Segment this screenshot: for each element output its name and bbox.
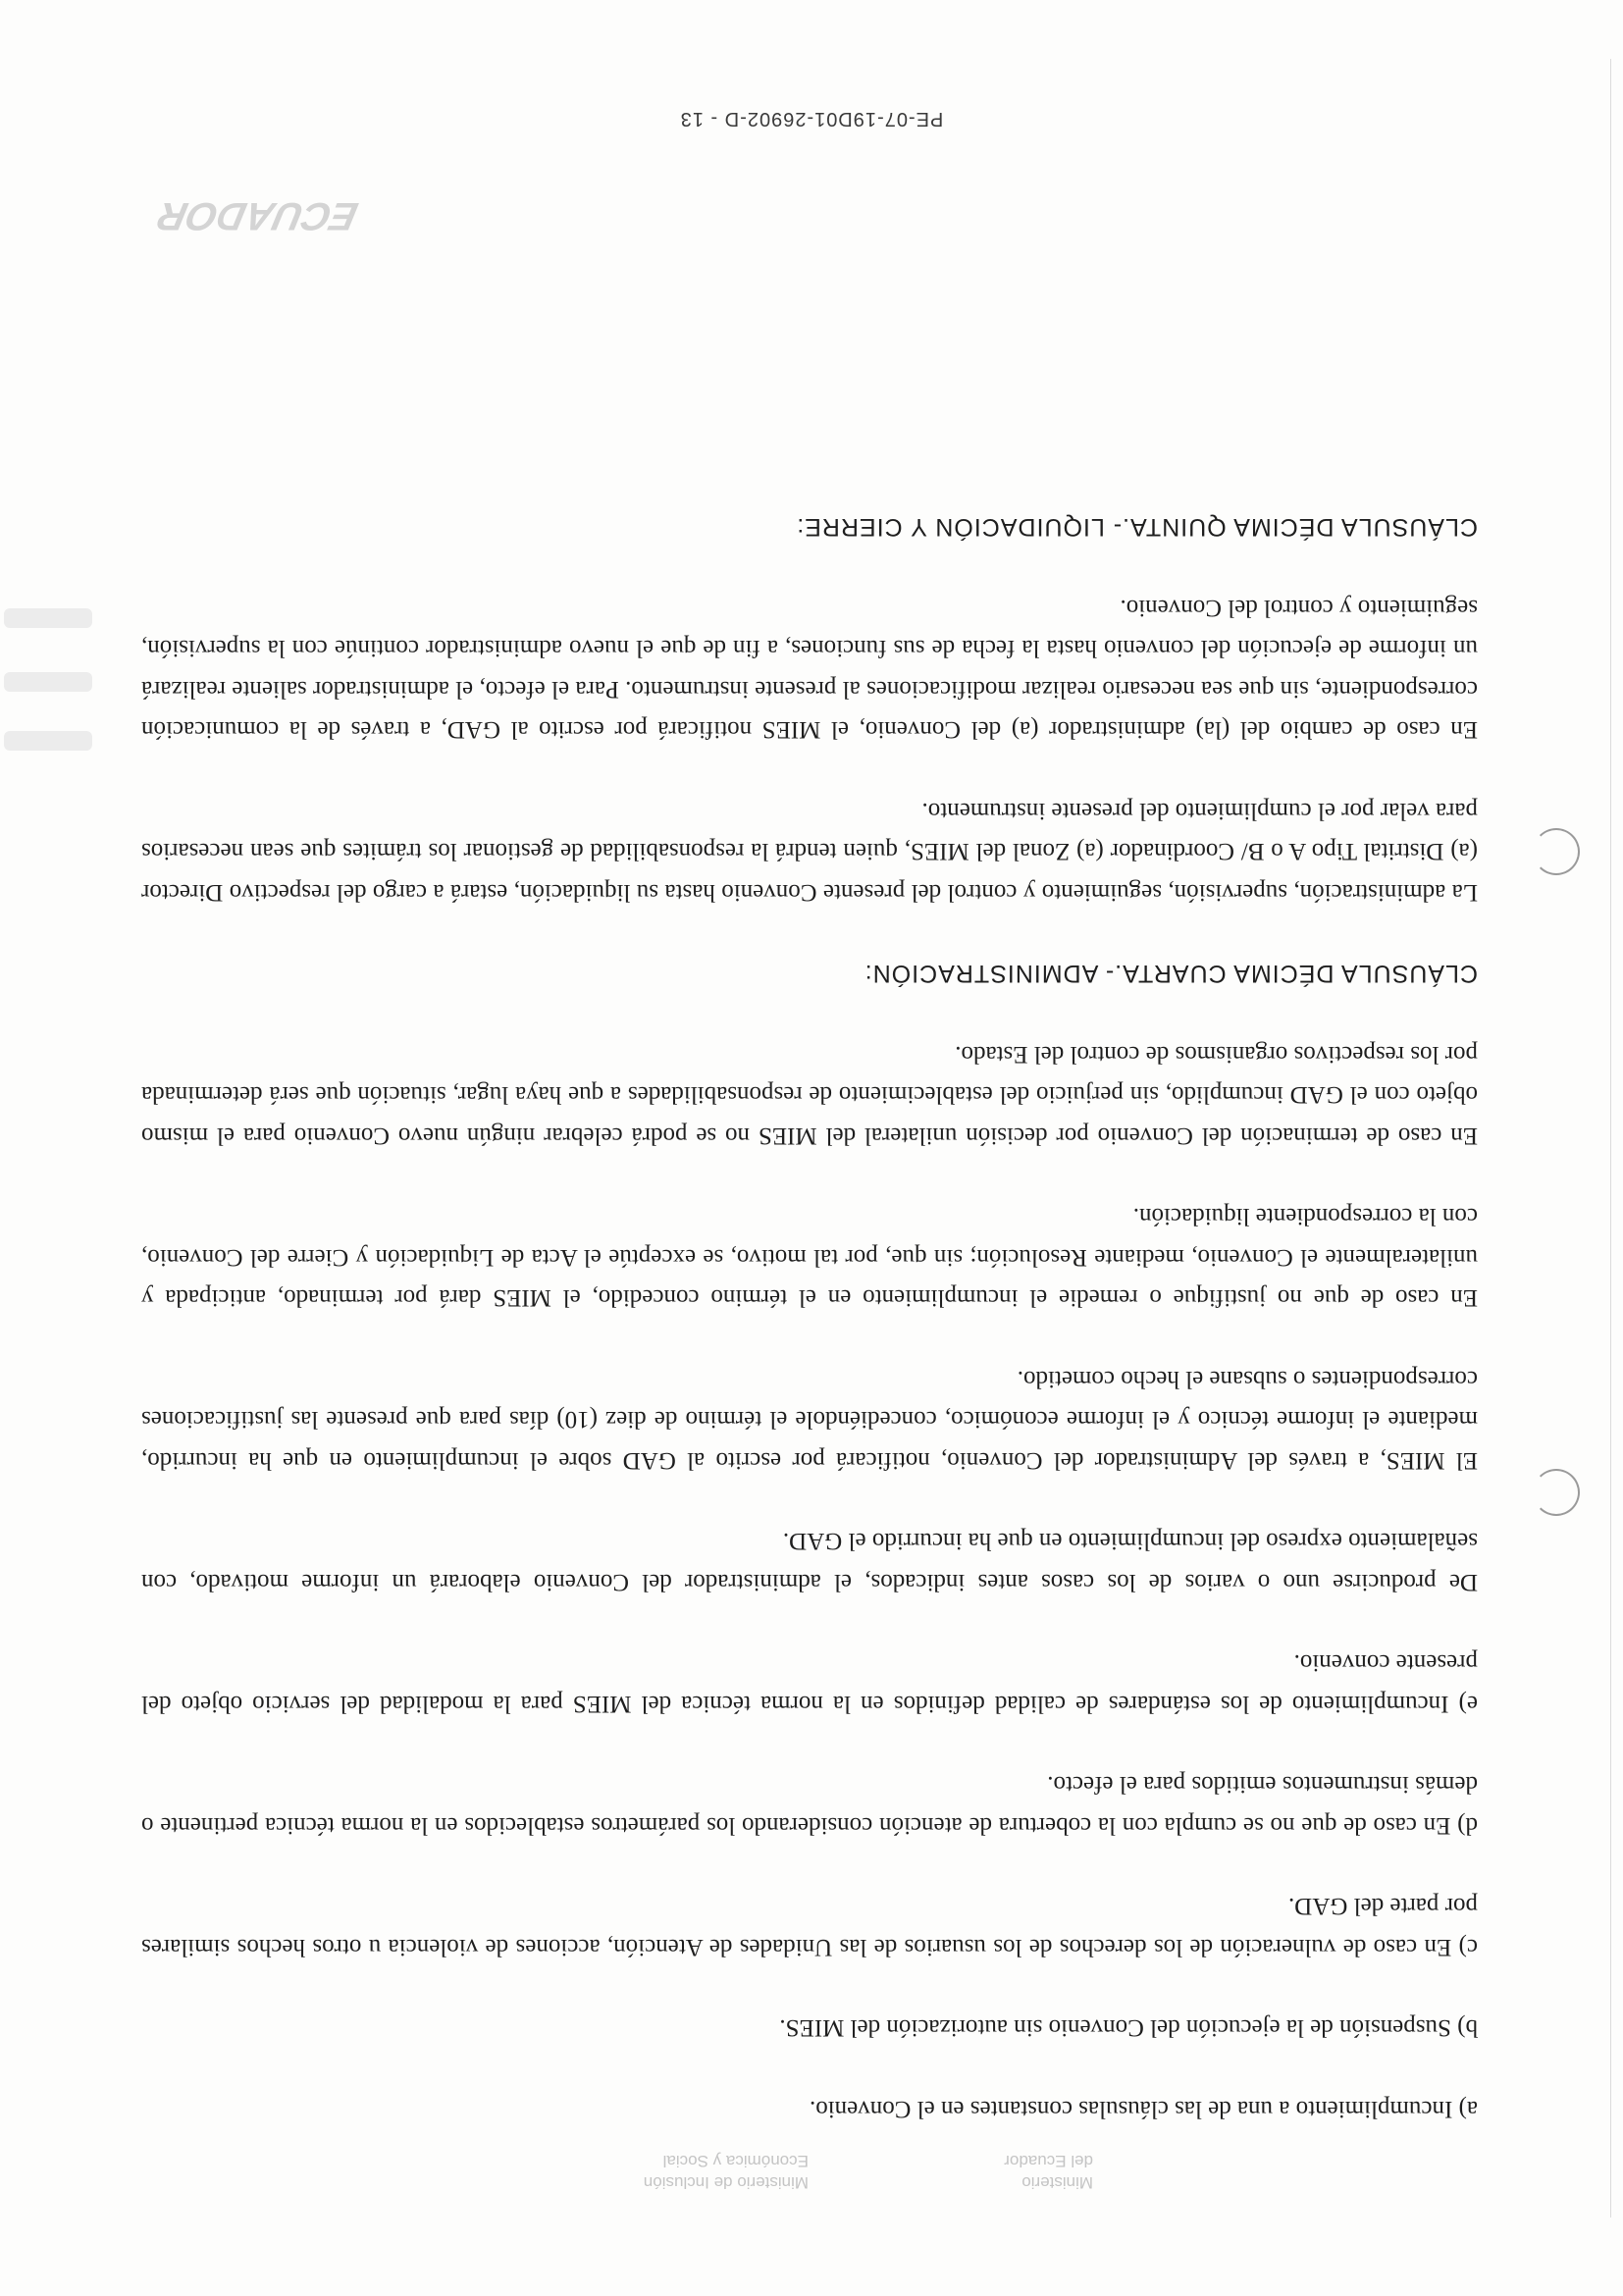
heading-clause-14: CLÁUSULA DÉCIMA CUARTA.- ADMINISTRACIÓN: bbox=[864, 960, 1478, 988]
paragraph-administrator-change: En caso de cambio del (la) administrador (a) del Convenio, el MIES notificará por escrito al GAD, a través de la comunicación correspondiente, sin que sea necesario realizar modificaciones al presente instrumento. Para el efecto, el administrador saliente realizará un informe de ejecución del convenio hasta la fecha de sus funciones, a fin de que el nuevo administrador continúe con la supervisión, seguimiento y control del Convenio. bbox=[141, 595, 1478, 744]
clause-item-a: a) Incumplimiento a una de las cláusulas constantes en el Convenio. bbox=[809, 2096, 1478, 2122]
scan-smudge bbox=[4, 672, 92, 692]
document-body bbox=[141, 466, 1478, 2129]
document-code: PE-07-19D01-26902-D - 13 bbox=[679, 108, 944, 130]
faint-stamp-left: Ministerio del Ecuador bbox=[1004, 2152, 1093, 2192]
punch-hole bbox=[1533, 828, 1580, 875]
paragraph-termination: En caso de que no justifique o remedie el incumplimiento en el término concedido, el MIES dará por terminado, anticipada y unilateralmente el Convenio, mediante Resolución; sin que, por tal motivo, se exceptúe el Acta de Liquidación y Cierre del Convenio, con la correspondiente liquidación. bbox=[141, 1203, 1478, 1312]
scan-smudge bbox=[4, 608, 92, 628]
page-edge bbox=[1610, 59, 1611, 2218]
clause-item-d: d) En caso de que no se cumpla con la cobertura de atención considerando los parámetros establecidos en la norma técnica pertinente o demás instrumentos emitidos para el efecto. bbox=[141, 1771, 1478, 1839]
paragraph-report: De producirse uno o varios de los casos antes indicados, el administrador del Convenio elaborará un informe motivado, con señalamiento expreso del incumplimiento en que ha incurrido el GAD. bbox=[141, 1528, 1478, 1595]
paragraph-notification: El MIES, a través del Administrador del Convenio, notificará por escrito al GAD sobre el incumplimiento en que ha incurrido, mediante el informe técnico y el informe económico, concediéndole el término de diez (10) días para que presente las justificaciones correspondientes o subsane el hecho cometido. bbox=[141, 1366, 1478, 1474]
clause-item-e: e) Incumplimiento de los estándares de calidad definidos en la norma técnica del MIES para la modalidad del servicio objeto del presente convenio. bbox=[141, 1649, 1478, 1717]
clause-item-b: b) Suspensión de la ejecución del Convenio sin autorización del MIES. bbox=[779, 2014, 1478, 2042]
scan-smudge bbox=[4, 731, 92, 751]
paragraph-unilateral: En caso de terminación del Convenio por decisión unilateral del MIES no se podrá celebrar ningún nuevo Convenio para el mismo objeto con el GAD incumplido, sin perjuicio del establecimiento de responsabilidades a que haya lugar, situación que será determinada por los respectivos organismos de control del Estado. bbox=[141, 1041, 1478, 1149]
heading-clause-15: CLÁUSULA DÉCIMA QUINTA.- LIQUIDACIÓN Y CIERRE: bbox=[796, 513, 1478, 542]
ecuador-stamp: ECUADOR bbox=[153, 194, 362, 237]
clause-item-c: c) En caso de vulneración de los derechos de los usuarios de las Unidades de Atención, acciones de violencia u otros hechos similares por parte del GAD. bbox=[141, 1893, 1478, 1960]
paragraph-administration: La administración, supervisión, seguimiento y control del presente Convenio hasta su liquidación, estará a cargo del respectivo Director (a) Distrital Tipo A o B/ Coordinador (a) Zonal del MIES, quien tendrá la responsabilidad de gestionar los trámites que sean necesarios para velar por el cumplimiento del presente instrumento. bbox=[141, 798, 1478, 906]
faint-stamp-right: Ministerio de Inclusión Económica y Social bbox=[643, 2152, 809, 2192]
punch-hole bbox=[1533, 1469, 1580, 1516]
